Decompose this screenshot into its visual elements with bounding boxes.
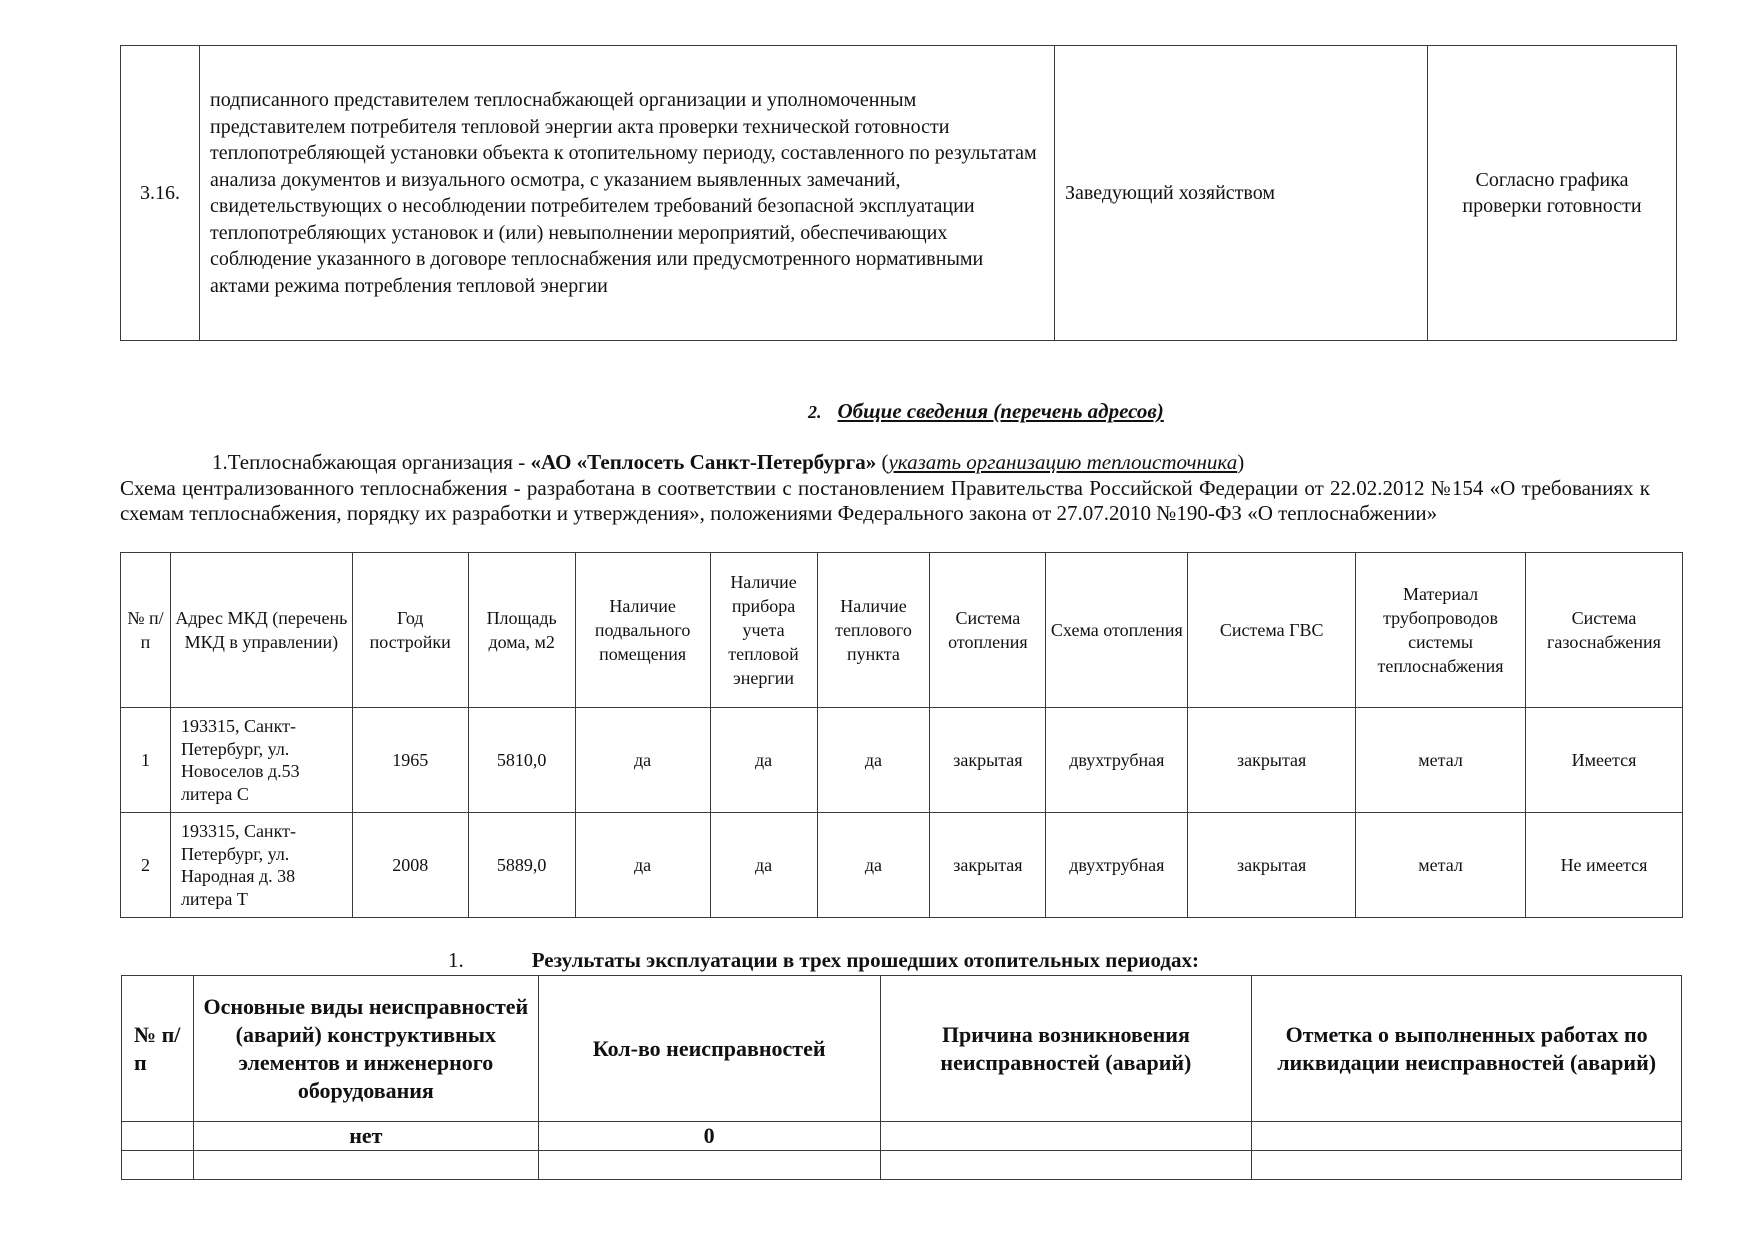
responsible-person: Заведующий хозяйством	[1055, 46, 1428, 341]
table-cell: да	[710, 708, 817, 813]
section-title: Общие сведения (перечень адресов)	[837, 399, 1164, 423]
header-cell: Адрес МКД (перечень МКД в управлении)	[170, 553, 352, 708]
header-cell: Кол-во неисправностей	[538, 976, 880, 1122]
header-cell: Схема отопления	[1046, 553, 1188, 708]
deadline: Согласно графика проверки готовности	[1428, 46, 1677, 341]
header-cell: Наличие подвального помещения	[575, 553, 710, 708]
table-row	[122, 1122, 1682, 1151]
section-number: 1.	[448, 948, 464, 972]
table-cell: закрытая	[930, 708, 1046, 813]
table-cell	[1252, 1151, 1682, 1180]
header-cell: Наличие теплового пункта	[817, 553, 930, 708]
header-cell: Материал трубопроводов системы теплоснабжения	[1356, 553, 1526, 708]
table-cell	[538, 1151, 880, 1180]
table-cell: Не имеется	[1526, 813, 1683, 918]
section-heading	[808, 399, 1164, 424]
row-number: 3.16.	[121, 46, 200, 341]
header-cell: Год постройки	[352, 553, 468, 708]
scheme-paragraph: Схема централизованного теплоснабжения - разработана в соответствии с постановлением Правительства Российской Федерации от 22.02.2012 №154 «О требованиях к схемам теплоснабжения, порядку их разработки и утверждения», положениями Федерального закона от 27.07.2010 №190-ФЗ «О теплоснабжении»	[120, 476, 1650, 525]
org-prefix: 1.Теплоснабжающая организация -	[212, 450, 531, 474]
org-close-paren: )	[1237, 450, 1245, 474]
header-cell: Система газоснабжения	[1526, 553, 1683, 708]
table-cell	[193, 1151, 538, 1180]
table-row	[121, 708, 1683, 813]
header-cell: Причина возникновения неисправностей (аварий)	[880, 976, 1252, 1122]
table-cell	[880, 1122, 1252, 1151]
table-cell: метал	[1356, 813, 1526, 918]
header-cell: Отметка о выполненных работах по ликвидации неисправностей (аварий)	[1252, 976, 1682, 1122]
table-cell: 2008	[352, 813, 468, 918]
section-number: 2.	[808, 402, 822, 422]
address-table	[120, 552, 1683, 918]
results-heading	[448, 948, 1199, 973]
table-cell: да	[710, 813, 817, 918]
table-row	[121, 46, 1677, 341]
table-cell: Имеется	[1526, 708, 1683, 813]
results-table	[121, 975, 1682, 1180]
table-cell: да	[575, 813, 710, 918]
table-cell: нет	[193, 1122, 538, 1151]
table-cell: 1965	[352, 708, 468, 813]
org-open-paren: (	[876, 450, 889, 474]
header-cell: Система ГВС	[1188, 553, 1356, 708]
table-cell: закрытая	[1188, 813, 1356, 918]
header-cell: Система отопления	[930, 553, 1046, 708]
table-cell: двухтрубная	[1046, 813, 1188, 918]
header-cell: № п/п	[121, 553, 171, 708]
table-cell: метал	[1356, 708, 1526, 813]
table-cell: 0	[538, 1122, 880, 1151]
header-cell: Площадь дома, м2	[468, 553, 575, 708]
header-cell: Наличие прибора учета тепловой энергии	[710, 553, 817, 708]
table-cell	[122, 1122, 194, 1151]
heat-supply-organization	[212, 450, 1244, 475]
header-cell: № п/п	[122, 976, 194, 1122]
table-cell	[122, 1151, 194, 1180]
table-cell: да	[817, 708, 930, 813]
address-cell: 193315, Санкт-Петербург, ул. Народная д. 38 литера Т	[170, 813, 352, 918]
table-header-row	[122, 976, 1682, 1122]
table-row	[122, 1151, 1682, 1180]
table-row	[121, 813, 1683, 918]
table-cell: 5889,0	[468, 813, 575, 918]
org-name: «АО «Теплосеть Санкт-Петербурга»	[530, 450, 877, 474]
org-hint: указать организацию теплоисточника	[888, 450, 1238, 474]
table-cell: двухтрубная	[1046, 708, 1188, 813]
table-cell: 5810,0	[468, 708, 575, 813]
table-cell	[880, 1151, 1252, 1180]
table-cell: да	[817, 813, 930, 918]
table-cell: 2	[121, 813, 171, 918]
table-cell: да	[575, 708, 710, 813]
measure-description: подписанного представителем теплоснабжающей организации и уполномоченным представителем потребителя тепловой энергии акта проверки технической готовности теплопотребляющей установки объекта к отопительному периоду, составленного по результатам анализа документов и визуального осмотра, с указанием выявленных замечаний, свидетельствующих о несоблюдении потребителем требований безопасной эксплуатации теплопотребляющих установок и (или) невыполнении мероприятий, обеспечивающих соблюдение указанного в договоре теплоснабжения или предусмотренного нормативными актами режима потребления тепловой энергии	[200, 46, 1055, 341]
address-cell: 193315, Санкт-Петербург, ул. Новоселов д.53 литера С	[170, 708, 352, 813]
section-title: Результаты эксплуатации в трех прошедших отопительных периодах:	[531, 948, 1200, 972]
table-cell: 1	[121, 708, 171, 813]
table-cell: закрытая	[930, 813, 1046, 918]
table-cell: закрытая	[1188, 708, 1356, 813]
measures-table	[120, 45, 1677, 341]
header-cell: Основные виды неисправностей (аварий) конструктивных элементов и инженерного оборудования	[193, 976, 538, 1122]
table-header-row	[121, 553, 1683, 708]
table-cell	[1252, 1122, 1682, 1151]
